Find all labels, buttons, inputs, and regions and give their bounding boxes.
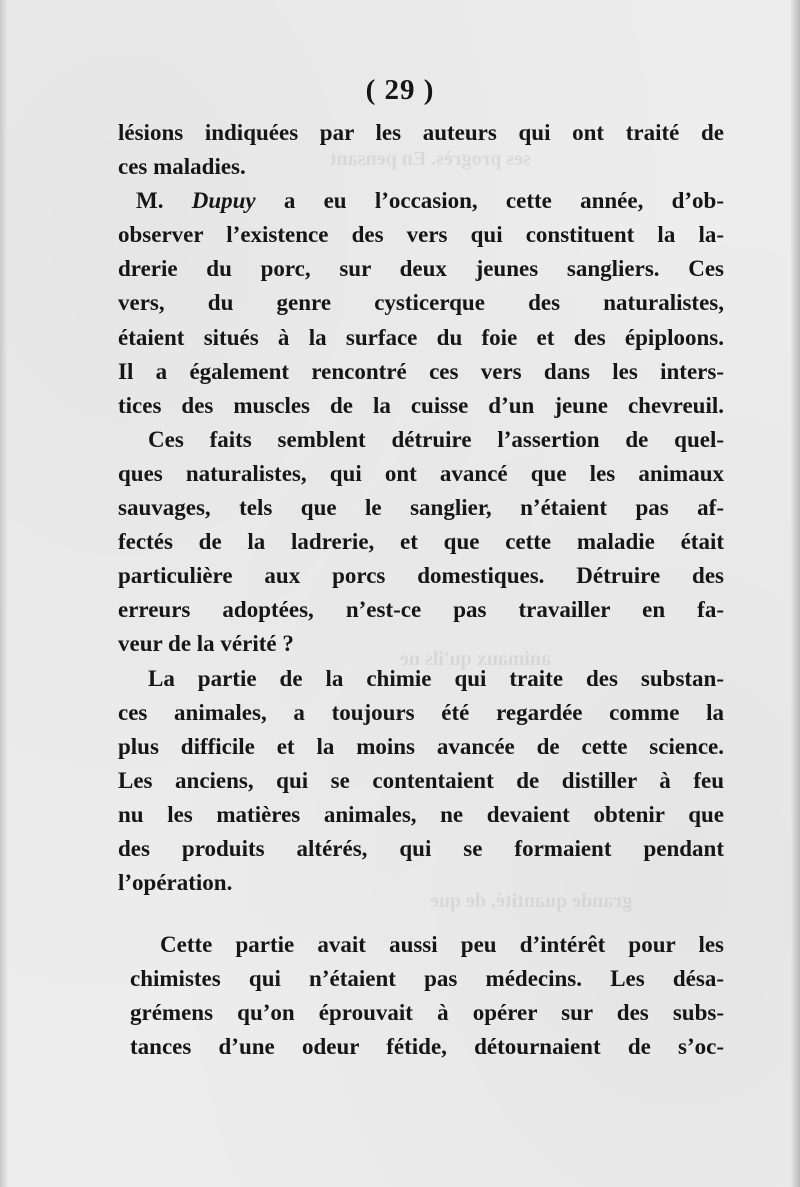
show-through-text: animaux qu'ils ne bbox=[400, 648, 552, 670]
text-line: l’opération. bbox=[118, 870, 233, 896]
text-line bbox=[118, 184, 724, 218]
text-line: Il a également rencontré ces vers dans les inters- bbox=[118, 358, 724, 384]
text-line: Ces faits semblent détruire l’assertion de quel- bbox=[148, 426, 724, 452]
text-line-start: M. bbox=[136, 188, 192, 214]
page-left-edge bbox=[0, 0, 7, 1187]
page-number: ( 29 ) bbox=[365, 74, 435, 106]
text-line: La partie de la chimie qui traite des substan- bbox=[148, 665, 724, 691]
show-through-text: grande quantité, de que bbox=[430, 890, 633, 912]
text-line: étaient situés à la surface du foie et des épiploons. bbox=[118, 324, 724, 350]
page-right-edge bbox=[791, 0, 800, 1187]
text-line: tices des muscles de la cuisse d’un jeune chevreuil. bbox=[118, 392, 724, 418]
text-line: erreurs adoptées, n’est-ce pas travailler en fa- bbox=[118, 597, 724, 623]
show-through-text: ses progrès. En pensant bbox=[330, 148, 531, 170]
text-line: des produits altérés, qui se formaient pendant bbox=[118, 835, 724, 861]
text-line: chimistes qui n’étaient pas médecins. Les désa- bbox=[130, 966, 724, 992]
text-line: Les anciens, qui se contentaient de distiller à feu bbox=[118, 767, 724, 793]
text-line: ces animales, a toujours été regardée comme la bbox=[118, 699, 724, 725]
text-line: observer l’existence des vers qui constituent la la- bbox=[118, 222, 724, 248]
text-line: Cette partie avait aussi peu d’intérêt pour les bbox=[160, 932, 724, 957]
text-line: ces maladies. bbox=[118, 154, 246, 180]
text-line: ques naturalistes, qui ont avancé que les animaux bbox=[118, 460, 724, 486]
text-line: particulière aux porcs domestiques. Détruire des bbox=[118, 563, 724, 589]
text-line: vers, du genre cysticerque des naturalistes, bbox=[118, 290, 724, 316]
body-text-continued bbox=[130, 928, 724, 1064]
text-line: plus difficile et la moins avancée de cette science. bbox=[118, 733, 724, 759]
text-line: drerie du porc, sur deux jeunes sangliers. Ces bbox=[118, 256, 724, 282]
text-line: fectés de la ladrerie, et que cette maladie était bbox=[118, 529, 724, 555]
text-line: tances d’une odeur fétide, détournaient de s’oc- bbox=[130, 1034, 724, 1060]
text-line-rest: a eu l’occasion, cette année, d’ob- bbox=[255, 188, 724, 214]
person-name: Dupuy bbox=[191, 188, 256, 214]
text-line: veur de la vérité ? bbox=[118, 631, 294, 657]
text-line: nu les matières animales, ne devaient obtenir que bbox=[118, 801, 724, 827]
text-line: grémens qu’on éprouvait à opérer sur des subs- bbox=[130, 1000, 724, 1026]
text-line: lésions indiquées par les auteurs qui ont traité de bbox=[118, 120, 724, 145]
body-text bbox=[118, 116, 724, 900]
text-line: sauvages, tels que le sanglier, n’étaient pas af- bbox=[118, 495, 724, 521]
